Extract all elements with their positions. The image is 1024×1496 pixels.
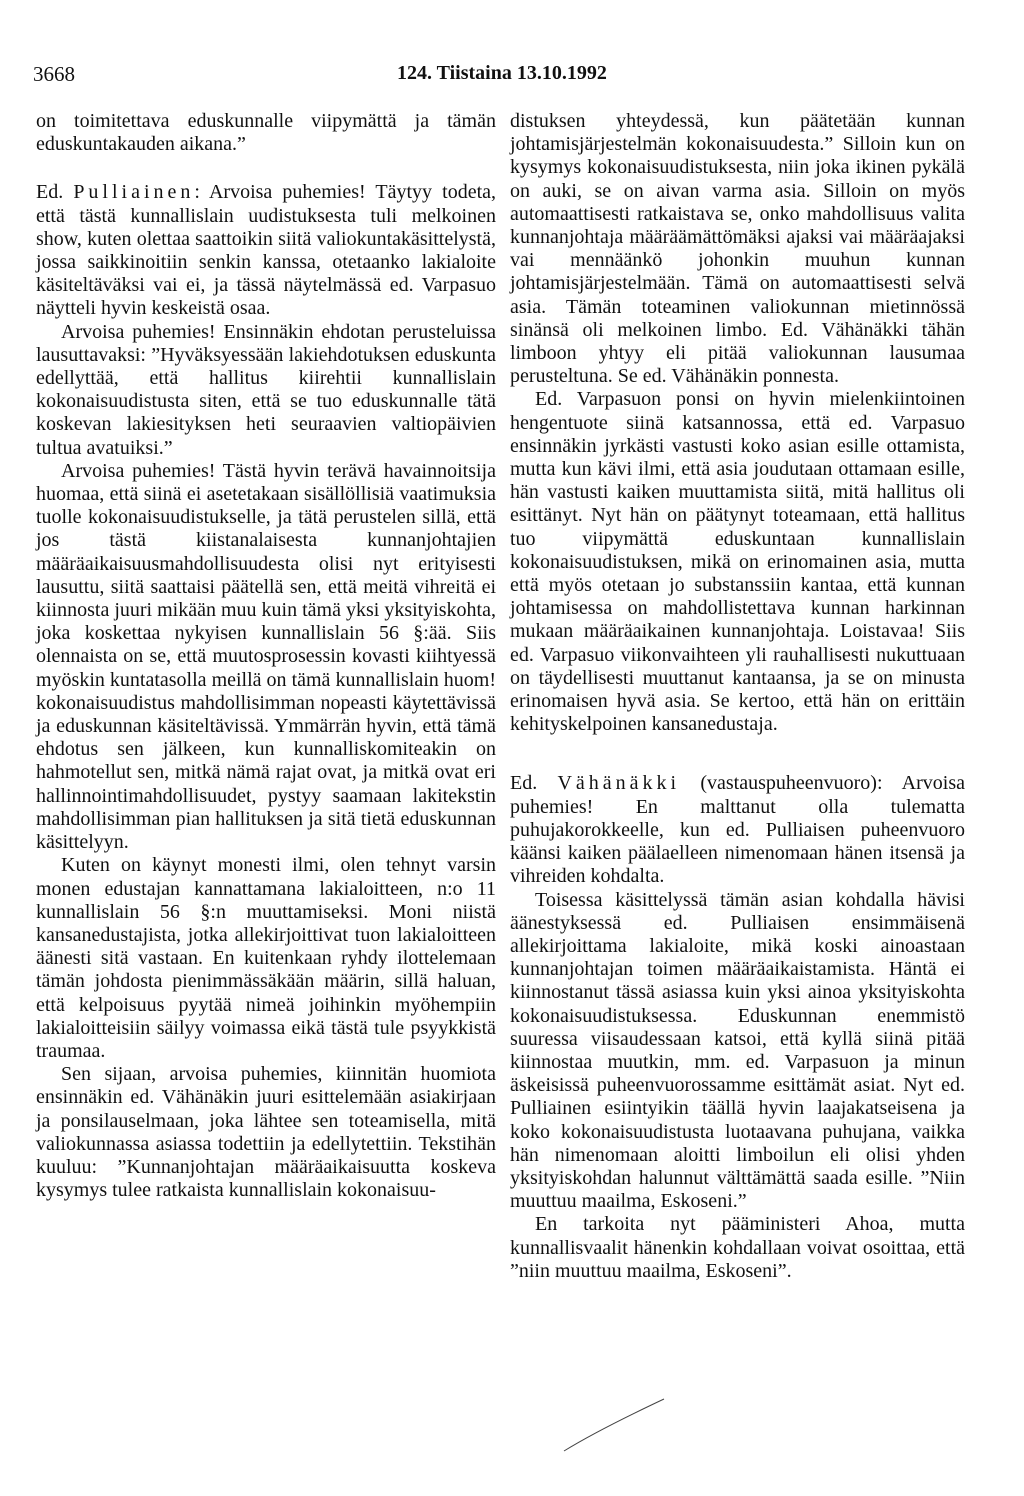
paragraph: Toisessa käsittelyssä tämän asian kohdalla hävisi äänestyksessä ed. Pulliaisen ensimmäisenä allekirjoittama lakialoite, mikä koski ainoastaan kunnanjohtajan toimen määräaikaistamista. Häntä ei kiinnostanut tässä asiassa kuin yksi ainoa yksityiskohta kokonaisuudistuksessa. Eduskunnan enemmistö suuressa viisaudessaan katsoi, että kyllä siinä pitää kiinnostaa muutkin, mm. ed. Varpasuon ja minun äskeisissä puheenvuorossamme esittämät asiat. Nyt ed. Pulliainen esiintyikin täällä hyvin laajakatseisena ja koko kokonaisuudistusta luotaavana puhujana, vaikka hän nimenomaan aloitti limboilun eli olisi yhden yksityiskohdan halunnut välttämättä saada esille. ”Niin muuttuu maailma, Eskoseni.” — [510, 888, 965, 1213]
paragraph: Arvoisa puhemies! Tästä hyvin terävä havainnoitsija huomaa, että siinä ei asetetakaan sisällöllisiä vaatimuksia tuolle kokonaisuudistukselle, ja tätä perustelen sillä, että jos tästä kiistanalaisesta kunnanjohtajien määräaikaisuusmahdollisuudesta olisi nyt erityisesti lausuttu, siitä saattaisi päätellä sen, että meitä vihreitä ei kiinnosta juuri mikään muu kuin tämä yksi yksityiskohta, joka koskettaa nykyisen kunnallislain 56 §:ää. Siis olennaista on se, että muutosprosessin kovasti kiihtyessä myöskin kuntatasolla meillä on tämä kunnallislain huom! kokonaisuudistus mahdollisimman nopeasti käytettävissä ja eduskunnan käsiteltävissä. Ymmärrän hyvin, että tämä ehdotus sen jälkeen, kun kunnalliskomiteakin on hahmotellut sen, mitkä nämä rajat ovat, ja mitkä ovat eri hallinnointimahdollisuudet, pystyy saamaan lakitekstin mahdollisimman pian hallituksen ja sitä tietä eduskunnan käsittelyyn. — [36, 459, 496, 854]
speaker-name: Pulliainen — [73, 181, 195, 204]
running-head: 124. Tiistaina 13.10.1992 — [397, 62, 607, 84]
speaker-prefix: Ed. — [36, 181, 64, 204]
paragraph: Kuten on käynyt monesti ilmi, olen tehnyt varsin monen edustajan kannattamana lakialoitteen, n:o 11 kunnallislain 56 §:n muuttamiseksi. Moni niistä kansanedustajista, jotka allekirjoittivat tuon lakialoitteen äänesti sitä vastaan. En kuitenkaan ryhdy ilottelemaan tämän johdosta pienimmässäkään määrin, sillä haluan, että kelpoisuus pyytää nimeä joihinkin myöhempiin lakialoitteisiin säilyy voimassa eikä tästä tule psyykkistä traumaa. — [36, 854, 496, 1062]
speech-text: : Arvoisa puhemies! Täytyy todeta, että tästä kunnallislain uudistuksesta tuli melkoinen show, kuten olettaa saattoikin siitä valiokuntakäsittelystä, jossa saikkinoitiin senkin kanssa, otetaanko lakialoite käsiteltäväksi vai ei, ja tässä näytelmässä ed. Varpasuo näytteli hyvin keskeistä osaa. — [36, 181, 496, 320]
paragraph: Ed. Varpasuon ponsi on hyvin mielenkiintoinen hengentuote siinä katsannossa, että ed. Varpasuo ensinnäkin jyrkästi vastusti koko asian esille ottamista, mutta kun kävi ilmi, että asia joudutaan ottamaan esille, hän vastusti kaiken muuttamista siitä, mitä hallitus oli esittänyt. Nyt hän on päätynyt toteamaan, että hallitus tuo viipymättä eduskuntaan kunnallislain kokonaisuudistuksen, mikä on erinomainen asia, mutta että myös otetaan jo substanssiin kantaa, että kunnan johtamisessa on mahdollistettava kunnan harkinnan mukaan määräaikainen kunnanjohtaja. Loistavaa! Siis ed. Varpasuo viikonvaihteen yli rauhallisesti nukuttuaan on täydellisesti muuttanut kantaansa, ja se on minusta erinomaisen hyvä asia. Se kertoo, että hän on erittäin kehityskelpoinen kansanedustaja. — [510, 388, 965, 736]
paragraph: on toimitettava eduskunnalle viipymättä ja tämän eduskuntakauden aikana.” — [36, 110, 496, 156]
speech-text: (vastauspuheenvuoro): Arvoisa puhemies! En malttanut olla tulematta puhujakorokkeelle, kun ed. Pulliaisen puheenvuoro käänsi kaiken päälaelleen nimenomaan hänen itsensä ja vihreiden kohdalta. — [510, 772, 965, 888]
paragraph: distuksen yhteydessä, kun päätetään kunnan johtamisjärjestelmän kokonaisuudesta.” Silloin kun on kysymys kokonaisuudistuksesta, niin joka ikinen pykälä on auki, se on aivan varma asia. Silloin on myös automaattisesti ratkaistava se, onko mahdollisuus valita kunnanjohtaja määräämättömäksi ajaksi vai määräajaksi vai mennäänkö johonkin muuhun kunnan johtamisjärjestelmään. Tämä on automaattisesti selvä asia. Tämän toteaminen valiokunnan mietinnössä sinänsä oli melkoinen limbo. Ed. Vähänäkki tähän limboon yhtyy eli pitää valiokunnan lausumaa perusteltuna. Se ed. Vähänäkin ponnesta. — [510, 110, 965, 388]
speech-paragraph — [36, 181, 496, 320]
pen-stroke-mark — [560, 1395, 670, 1455]
speech-paragraph — [510, 772, 965, 888]
page-number: 3668 — [33, 62, 75, 86]
paragraph: En tarkoita nyt pääministeri Ahoa, mutta kunnallisvaalit hänenkin kohdallaan voivat osoittaa, että ”niin muuttuu maailma, Eskoseni”. — [510, 1213, 965, 1282]
paragraph: Arvoisa puhemies! Ensinnäkin ehdotan perusteluissa lausuttavaksi: ”Hyväksyessään lakiehdotuksen eduskunta edellyttää, että hallitus kiirehtii kunnallislain kokonaisuudistusta siten, että se tuo eduskunnalle tätä koskevan lakiesityksen heti seuraavien valtiopäivien tultua avatuiksi.” — [36, 320, 496, 459]
speaker-name: Vähänäkki — [557, 772, 681, 795]
right-column — [510, 110, 965, 1283]
speaker-prefix: Ed. — [510, 772, 538, 795]
left-column — [36, 110, 496, 1202]
paragraph: Sen sijaan, arvoisa puhemies, kiinnitän huomiota ensinnäkin ed. Vähänäkin juuri esittelemään asiakirjaan ja ponsilauselmaan, joka lähtee sen toteamisella, mitä valiokunnassa asiassa todettiin ja edellytettiin. Tekstihän kuuluu: ”Kunnanjohtajan määräaikaisuutta koskeva kysymys tulee ratkaista kunnallislain kokonaisuu- — [36, 1063, 496, 1202]
